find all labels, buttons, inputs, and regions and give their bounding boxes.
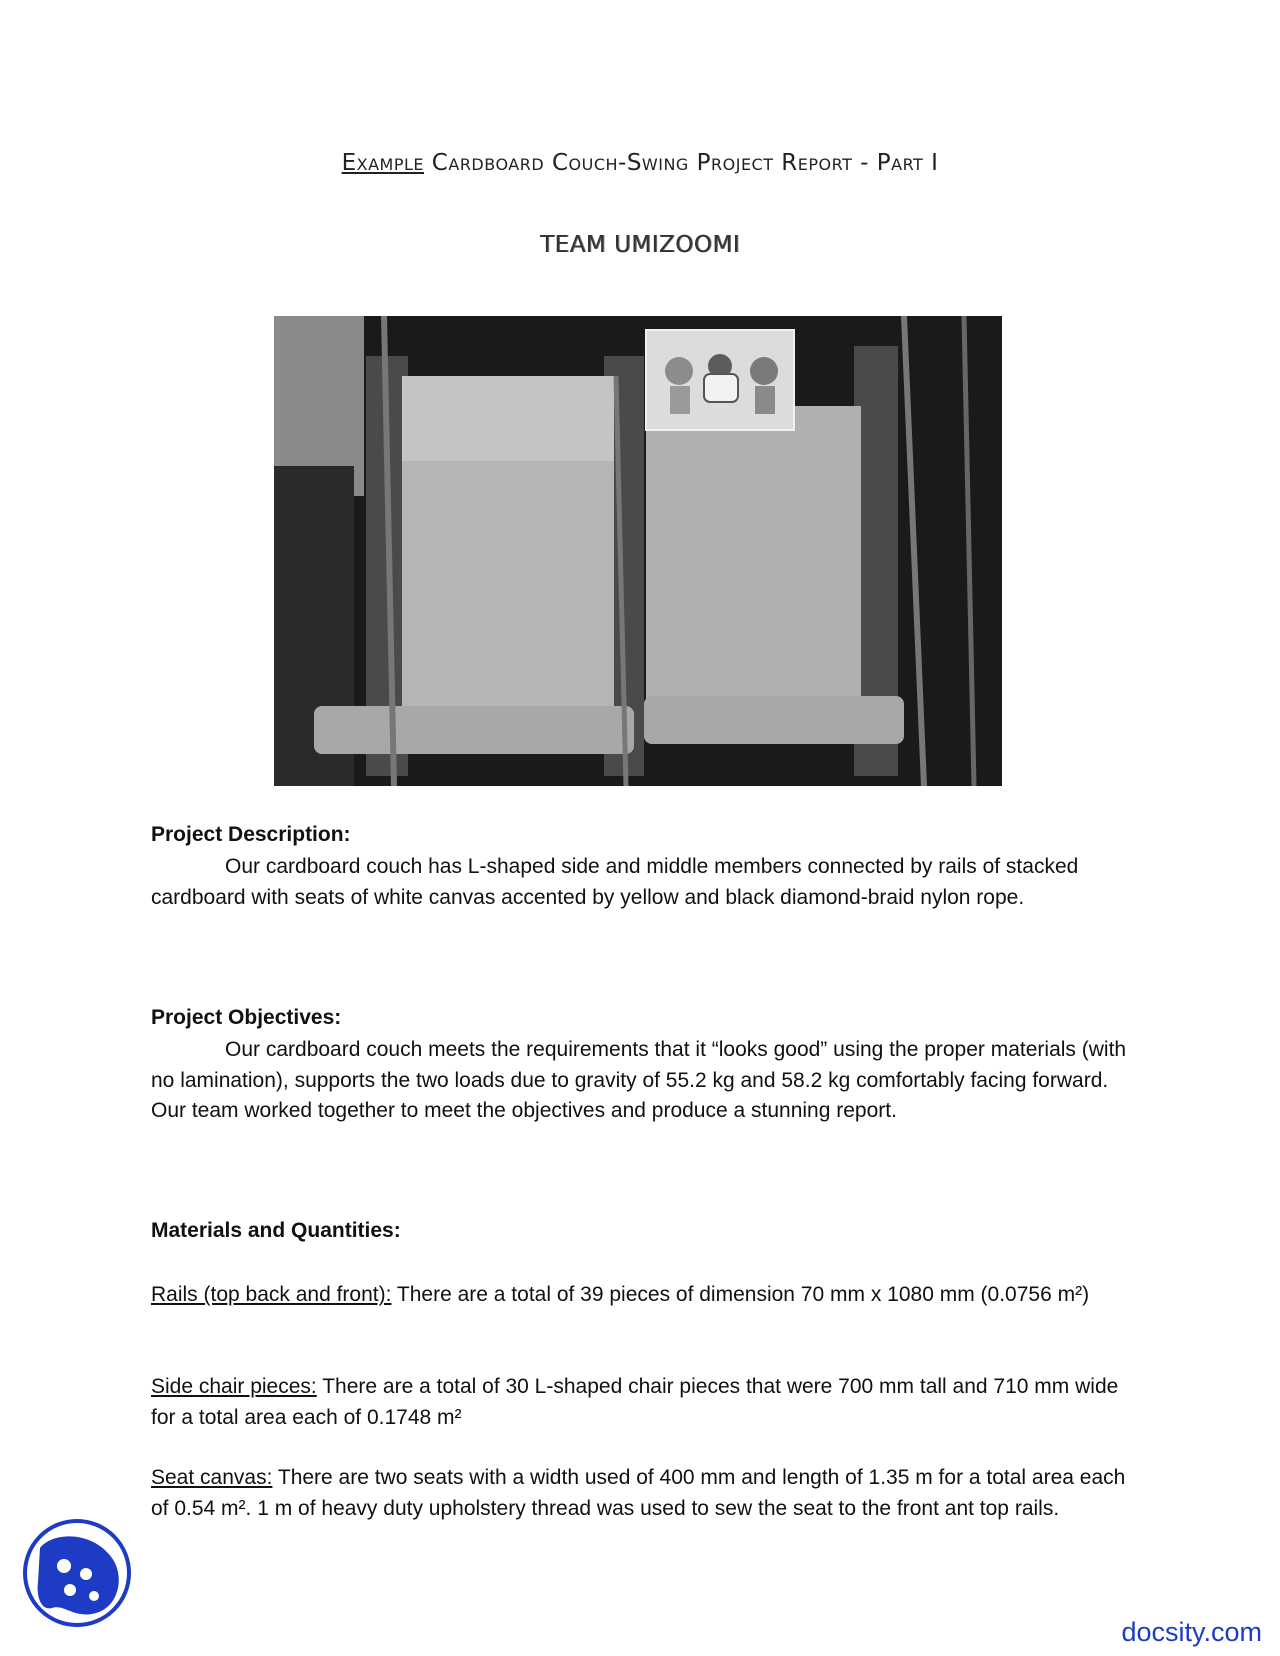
team-name: TEAM UMIZOOMI <box>539 232 741 258</box>
title-underlined-word: Example <box>341 150 424 176</box>
objectives-body: Our cardboard couch meets the requirements that it “looks good” using the proper materials (with no lamination), supports the two loads due to gravity of 55.2 kg and 58.2 kg comfortably facing forward. Our team worked together to meet the objectives and produce a stunning report. <box>151 1038 1127 1122</box>
material-label: Side chair pieces: <box>151 1375 317 1398</box>
material-item-seat-canvas <box>151 1463 1131 1524</box>
material-label: Seat canvas: <box>151 1466 273 1489</box>
material-label: Rails (top back and front): <box>151 1283 392 1306</box>
description-text <box>151 852 1131 913</box>
materials-heading: Materials and Quantities: <box>151 1219 401 1242</box>
docsity-brand-link[interactable]: docsity.com <box>1121 1617 1262 1647</box>
docsity-logo-icon[interactable] <box>22 1518 132 1628</box>
objectives-heading: Project Objectives: <box>151 1006 342 1029</box>
material-item-side-chair <box>151 1372 1131 1433</box>
material-item-rails <box>151 1280 1131 1311</box>
material-text: There are a total of 39 pieces of dimension 70 mm x 1080 mm (0.0756 m²) <box>391 1283 1090 1306</box>
description-heading: Project Description: <box>151 823 351 846</box>
page-title <box>0 150 1280 176</box>
material-text: There are two seats with a width used of 400 mm and length of 1.35 m for a total area each of 0.54 m². 1 m of heavy duty upholstery thread was used to sew the seat to the front ant top rails. <box>151 1466 1126 1520</box>
material-text: There are a total of 30 L-shaped chair pieces that were 700 mm tall and 710 mm wide for a total area each of 0.1748 m² <box>151 1375 1119 1429</box>
couch-swing-photo <box>274 316 1002 786</box>
objectives-text <box>151 1035 1131 1127</box>
title-rest: Cardboard Couch-Swing Project Report - Part I <box>424 150 939 176</box>
description-body: Our cardboard couch has L-shaped side and middle members connected by rails of stacked cardboard with seats of white canvas accented by yellow and black diamond-braid nylon rope. <box>151 855 1079 909</box>
